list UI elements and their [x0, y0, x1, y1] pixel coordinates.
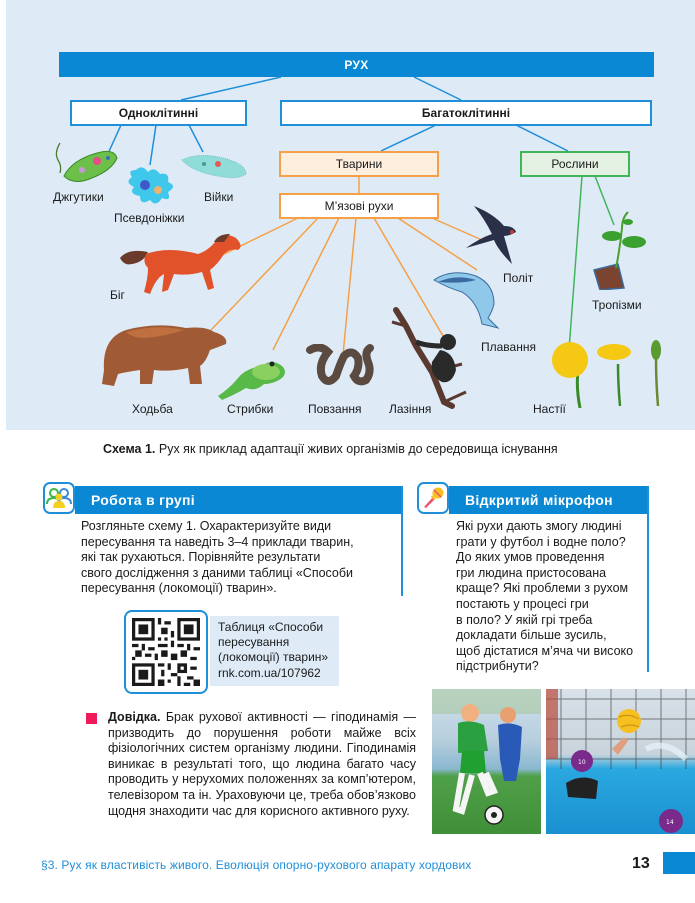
swallow-icon [464, 204, 518, 266]
text-line: гри людина пристосована [456, 565, 607, 580]
root-label: РУХ [344, 57, 369, 72]
text-line: докладати більше зусиль, [456, 628, 607, 643]
movement-diagram [6, 0, 695, 430]
section-footer: §3. Рух як властивість живого. Еволюція опорно-рухового апарату хордових [41, 858, 472, 872]
open-mic-border [647, 486, 649, 672]
multicellular-label: Багатоклітинні [421, 106, 511, 120]
caption-label: Схема 1. [103, 442, 156, 456]
text-line: До яких умов проведення [456, 550, 605, 565]
paramecium-icon [178, 150, 250, 182]
water-polo-photo [546, 689, 695, 834]
svg-text:10: 10 [578, 759, 586, 766]
plants-label: Рослини [551, 157, 599, 171]
label-crawling: Повзання [308, 402, 362, 416]
note-marker-icon [86, 713, 97, 724]
animals-label: Тварини [335, 157, 383, 171]
text-line: свого дослідження з даними таблиці «Способи [81, 565, 354, 580]
qr-code-icon [132, 618, 200, 686]
label-cilia: Війки [204, 190, 234, 204]
text-line: щоб дістатися м’яча чи високо [456, 643, 634, 658]
label-flight: Політ [503, 271, 534, 285]
node-unicellular [70, 100, 247, 126]
label-swimming: Плавання [481, 340, 536, 354]
text-line: краще? Які проблеми з рухом [456, 581, 629, 596]
group-work-title: Робота в групі [91, 492, 195, 508]
group-work-header [75, 486, 402, 514]
label-running: Біг [110, 288, 125, 302]
unicellular-label: Одноклітинні [118, 106, 199, 120]
fish-icon [432, 268, 502, 332]
group-people-icon [43, 482, 75, 514]
text-line: Які рухи дають змогу людині [456, 519, 622, 533]
open-mic-title: Відкритий мікрофон [465, 492, 613, 508]
qr-table-link[interactable] [210, 616, 339, 686]
frog-icon [216, 348, 288, 400]
figure-caption [103, 442, 558, 456]
qr-url-link[interactable]: rnk.com.ua/107962 [218, 665, 321, 680]
page-tab-marker [663, 852, 695, 874]
text-line: грати у футбол і водне поло? [456, 534, 626, 549]
snake-icon [306, 344, 374, 388]
node-plants [520, 151, 630, 177]
label-climbing: Лазіння [389, 402, 432, 416]
label-nastia: Настії [533, 402, 566, 416]
horse-icon [118, 228, 246, 300]
football-photo [432, 689, 541, 834]
label-jumping: Стрибки [227, 402, 274, 416]
plant-tropism-icon [588, 208, 648, 290]
note-body: Брак рухової активності — гіподинамія — призводить до порушення роботи майже всіх фізіологічних систем організму людини. Гіподинамія виникає в результаті того, що людина багато часу проводить у нерухомих положеннях за комп’ютером, телевізором та ін. Ураховуючи це, треба обов’язково щодня знаходити час для корисного активного руху. [108, 710, 416, 818]
group-work-text [81, 519, 399, 597]
page-number: 13 [632, 855, 650, 872]
qr-info-line: пересування [218, 635, 290, 650]
text-line: постають у процесі гри [456, 596, 589, 611]
bear-icon [96, 318, 232, 390]
text-line: в поло? У якій грі треба [456, 612, 593, 627]
note-label: Довідка. [108, 710, 161, 724]
svg-text:14: 14 [666, 819, 674, 826]
qr-info-line: Таблиця «Способи [218, 620, 324, 634]
label-pseudopods: Псевдоніжки [114, 211, 185, 225]
muscle-movement-label: М’язові рухи [324, 199, 394, 213]
qr-code[interactable] [124, 610, 208, 694]
text-line: пересування та наведіть 3–4 приклади тварин, [81, 534, 354, 549]
text-line: підстрибнути? [456, 659, 539, 674]
text-line: пересування (локомоції) тварин». [81, 581, 277, 596]
label-tropisms: Тропізми [592, 298, 642, 312]
group-work-border [401, 486, 403, 596]
reference-note [108, 710, 416, 819]
caption-text: Рух як приклад адаптації живих організмів до середовища існування [155, 442, 558, 456]
open-mic-header [449, 486, 649, 514]
text-line: Розгляньте схему 1. Охарактеризуйте види [81, 519, 332, 533]
node-animals [279, 151, 439, 177]
root-node-movement [59, 52, 654, 77]
node-muscle-movement [279, 193, 439, 219]
label-walking: Ходьба [132, 402, 173, 416]
open-mic-text [456, 519, 646, 675]
qr-info-line: (локомоції) тварин» [218, 650, 329, 665]
amoeba-icon [122, 162, 182, 212]
node-multicellular [280, 100, 652, 126]
text-line: які так рухаються. Порівняйте результати [81, 550, 321, 565]
dandelion-nastia-icon [546, 338, 666, 408]
label-flagella: Джгутики [53, 190, 104, 204]
microphone-icon [417, 482, 449, 514]
euglena-icon [52, 138, 122, 188]
